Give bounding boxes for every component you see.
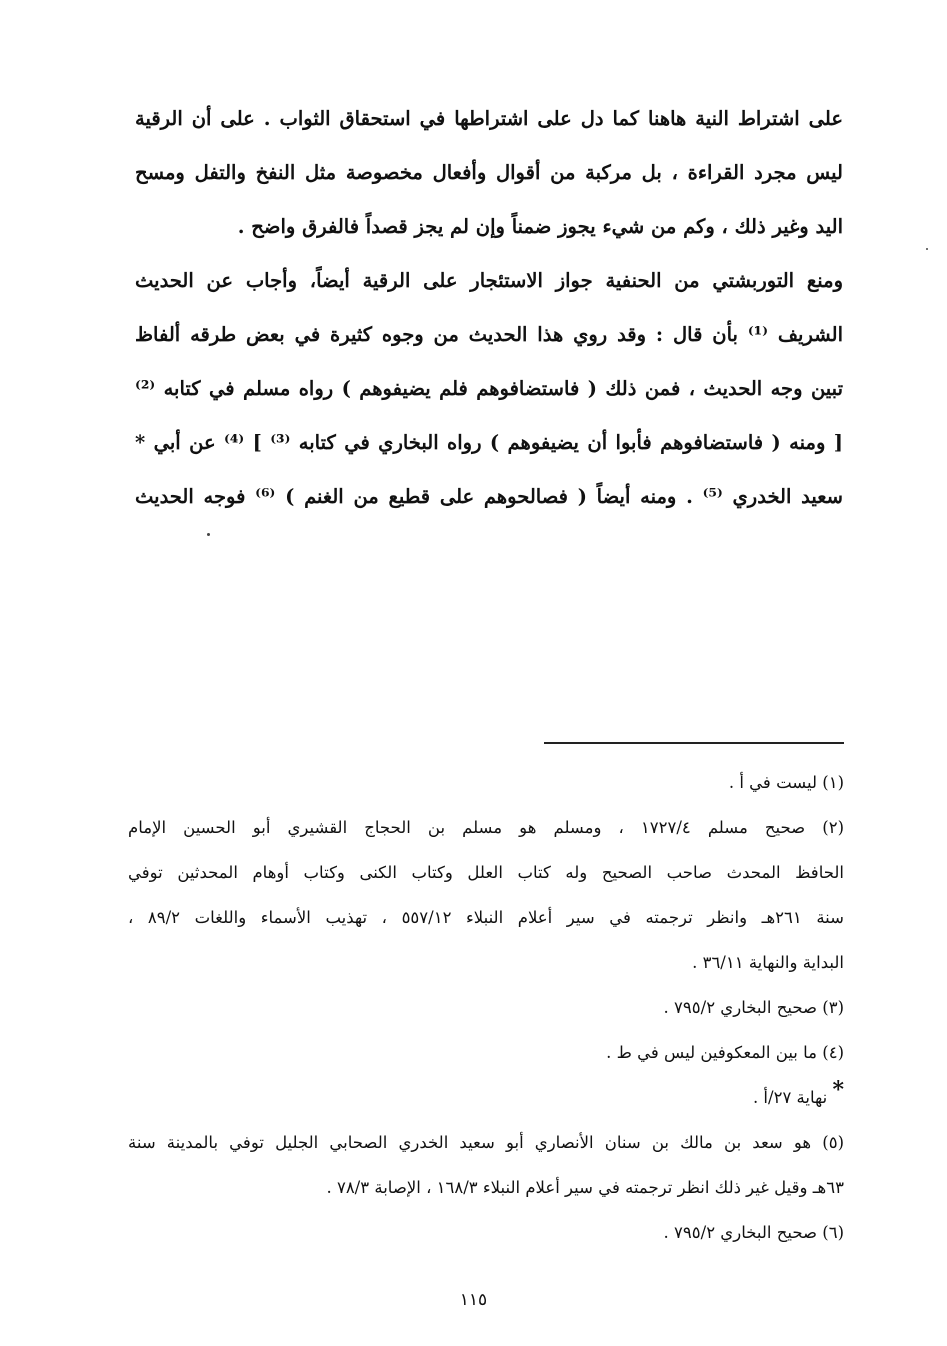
body-line-6: تبين وجه الحديث ، فمن ذلك ( فاستضافوهم فلم يضيفوهم ) رواه مسلم في كتابه ⁽²⁾ (135, 377, 843, 400)
scan-speck (926, 248, 928, 250)
footnote-4: (٤) ما بين المعكوفين ليس في ط . (606, 1043, 844, 1062)
footnote-2-line-3: سنة ٢٦١هـ وانظر ترجمته في سير أعلام النبلاء ٥٥٧/١٢ ، تهذيب الأسماء واللغات ٨٩/٢ ، (128, 908, 844, 927)
body-line-5: الشريف ⁽¹⁾ بأن قال : وقد روي هذا الحديث من وجوه كثيرة في بعض طرقه ألفاظ (135, 323, 843, 346)
page-number: ١١٥ (459, 1290, 488, 1310)
body-line-3: اليد وغير ذلك ، وكم من شيء يجوز ضمناً وإن لم يجز قصداً فالفرق واضح . (237, 215, 843, 238)
footnote-1: (١) ليست في أ . (728, 773, 844, 792)
footnotes (128, 760, 844, 1255)
body-line-8: سعيد الخدري ⁽⁵⁾ . ومنه أيضاً ( فصالحوهم على قطيع من الغنم ) ⁽⁶⁾ فوجه الحديث (135, 485, 844, 508)
folio-end-note (128, 1075, 844, 1120)
footnote-2-line-1: (٢) صحيح مسلم ١٧٢٧/٤ ، ومسلم هو مسلم بن الحجاج القشيري أبو الحسين الإمام (128, 818, 845, 837)
footnote-5-line-2: ٦٣هـ وقيل غير ذلك انظر ترجمته في سير أعلام النبلاء ١٦٨/٣ ، الإصابة ٧٨/٣ . (326, 1178, 844, 1197)
folio-end-text: نهاية ٢٧/أ . (752, 1088, 828, 1107)
footnote-divider (544, 742, 844, 744)
footnote-2-line-2: الحافظ المحدث صاحب الصحيح وله كتاب العلل وكتاب الكنى وكتاب أوهام المحدثين توفي (128, 863, 844, 882)
scan-speck (207, 533, 210, 536)
main-text (135, 92, 843, 524)
footnote-6: (٦) صحيح البخاري ٧٩٥/٢ . (663, 1223, 844, 1242)
body-line-2: ليس مجرد القراءة ، بل مركبة من أقوال وأفعال مخصوصة مثل النفخ والتفل ومسح (135, 161, 843, 184)
footnote-3: (٣) صحيح البخاري ٧٩٥/٢ . (663, 998, 844, 1017)
footnote-5-line-1: (٥) هو سعد بن مالك بن سنان الأنصاري أبو سعيد الخدري الصحابي الجليل توفي بالمدينة سنة (128, 1133, 844, 1152)
body-line-7: [ ومنه ( فاستضافوهم فأبوا أن يضيفوهم ) رواه البخاري في كتابه ⁽³⁾ ] ⁽⁴⁾ عن أبي * (135, 431, 843, 454)
body-line-4: ومنع التوربشتي من الحنفية جواز الاستئجار على الرقية أيضاً، وأجاب عن الحديث (135, 269, 843, 292)
footnote-2-line-4: البداية والنهاية ٣٦/١١ . (692, 953, 844, 972)
body-line-1: على اشتراط النية هاهنا كما دل على اشتراطها في استحقاق الثواب . على أن الرقية (135, 107, 843, 130)
asterisk-mark: * (832, 1077, 844, 1103)
